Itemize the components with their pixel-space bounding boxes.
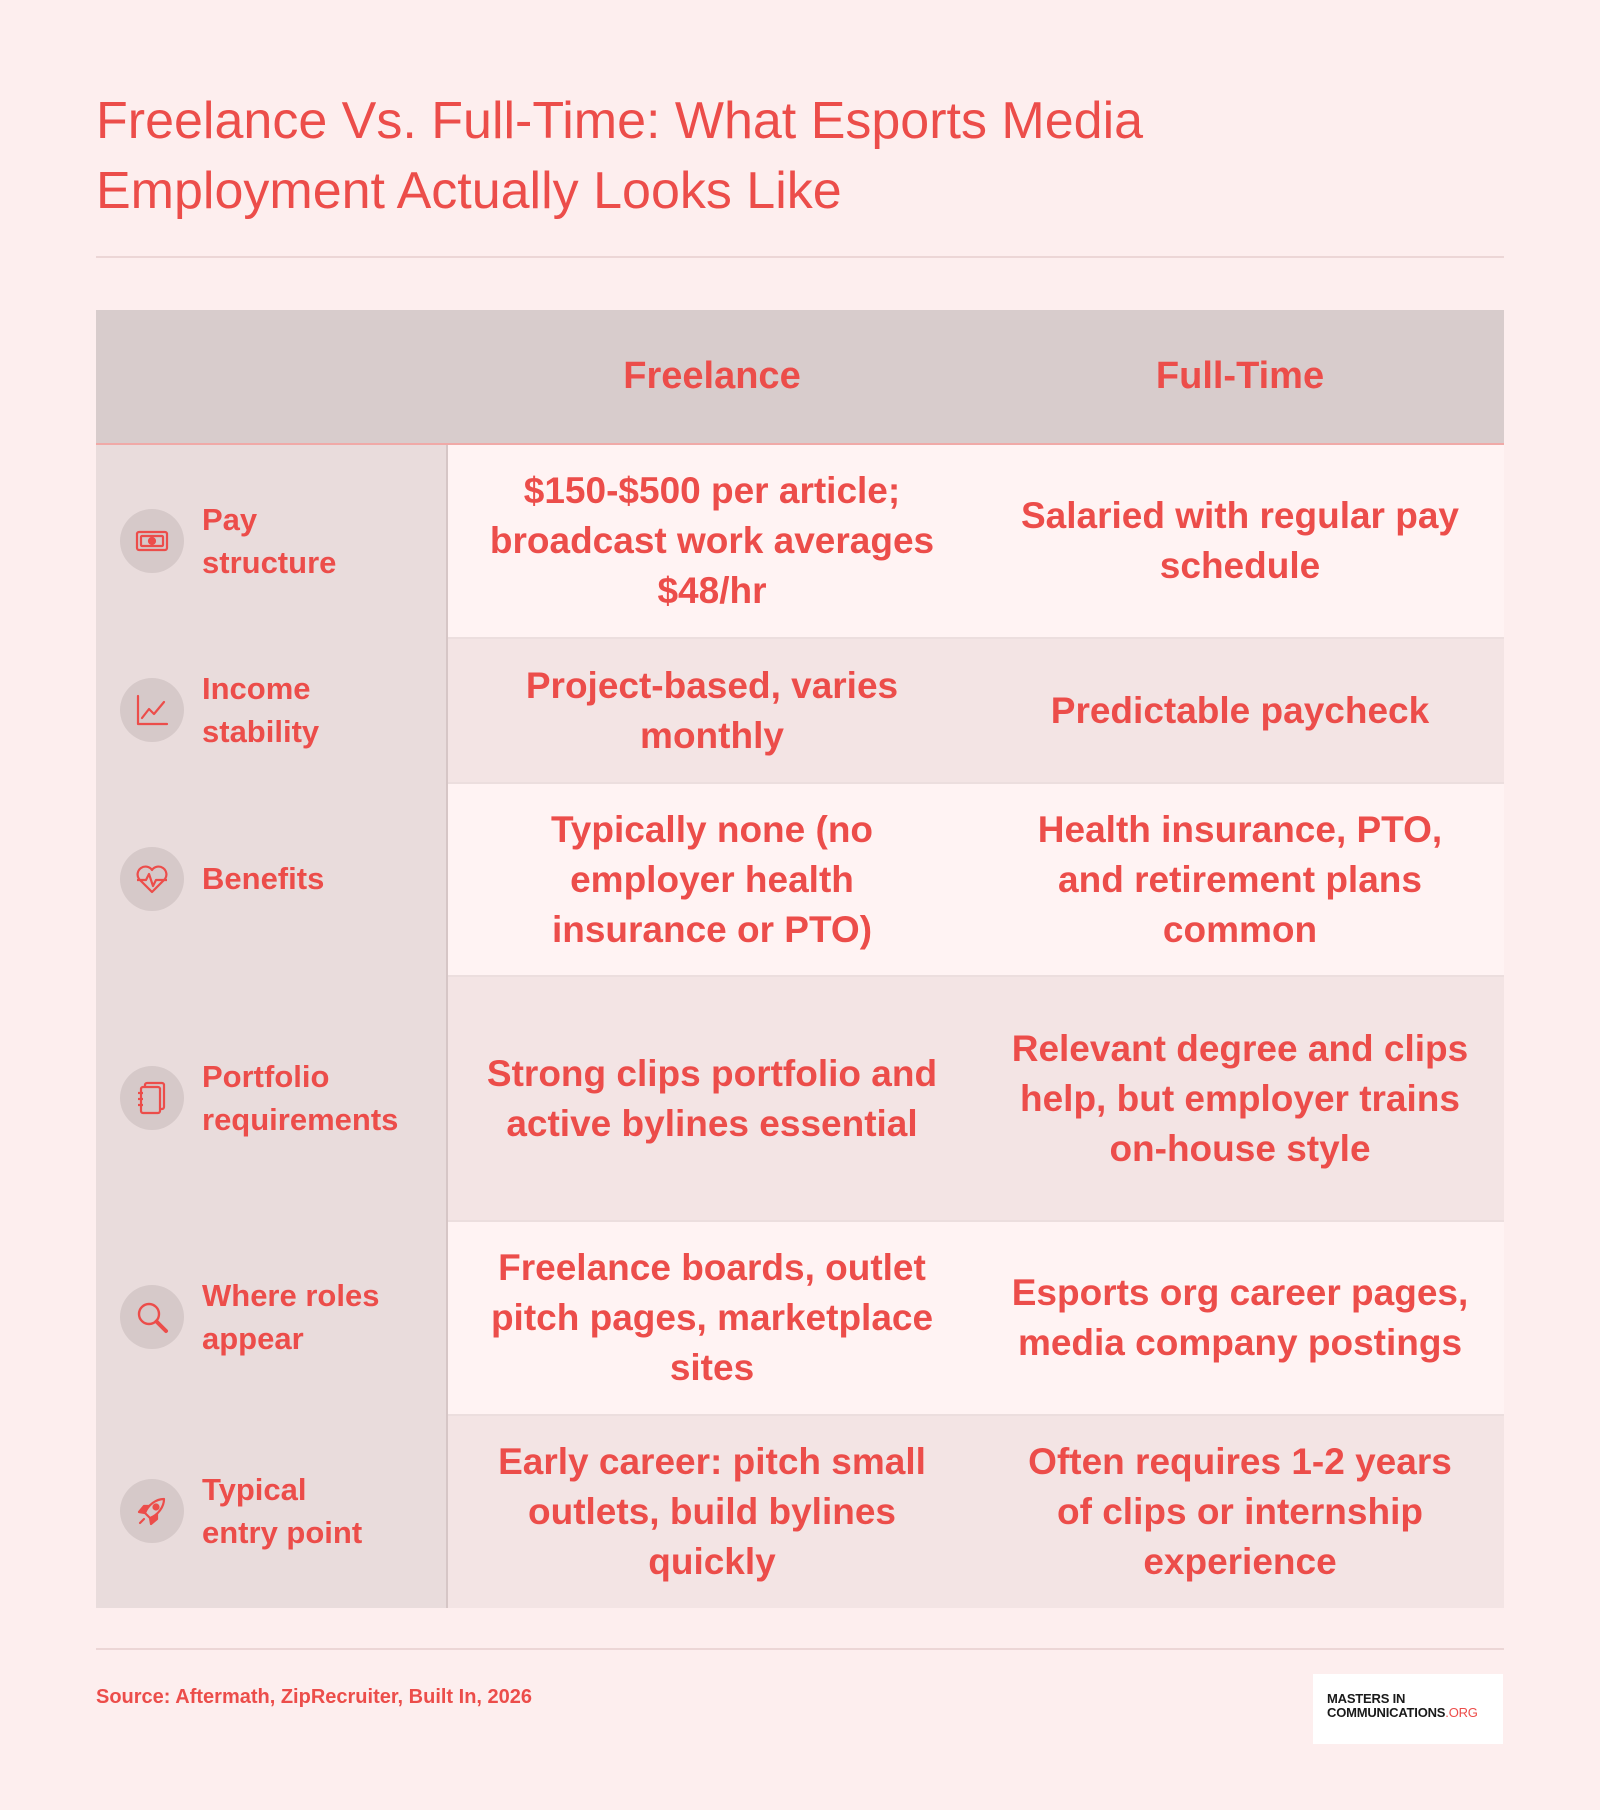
title-line-2: Employment Actually Looks Like <box>96 162 842 220</box>
trend-chart-icon <box>120 678 184 742</box>
logo-line-1: MASTERS IN <box>1327 1691 1406 1706</box>
table-row-portfolio-requirements <box>96 975 1504 1220</box>
source-note: Source: Aftermath, ZipRecruiter, Built In, 2026 <box>96 1686 533 1708</box>
money-icon <box>120 509 184 573</box>
page-title <box>96 86 1496 226</box>
row-label: Portfolio requirements <box>202 1058 399 1137</box>
top-divider <box>96 256 1504 258</box>
row-label-cell <box>96 1220 448 1414</box>
freelance-cell: Early career: pitch small outlets, build bylines quickly <box>448 1414 976 1608</box>
fulltime-cell: Salaried with regular pay schedule <box>976 445 1504 637</box>
header-fulltime: Full-Time <box>1155 355 1325 397</box>
row-label-cell <box>96 637 448 782</box>
freelance-cell: Typically none (no employer health insurance or PTO) <box>448 782 976 975</box>
fulltime-cell: Health insurance, PTO, and retirement plans common <box>976 782 1504 975</box>
fulltime-cell: Relevant degree and clips help, but employer trains on-house style <box>976 975 1504 1220</box>
bottom-divider <box>96 1648 1504 1650</box>
row-label: Benefits <box>202 861 325 896</box>
freelance-cell: Freelance boards, outlet pitch pages, marketplace sites <box>448 1220 976 1414</box>
table-row-benefits <box>96 782 1504 975</box>
row-label-cell <box>96 1414 448 1608</box>
table-row-pay-structure <box>96 445 1504 637</box>
notebook-icon <box>120 1066 184 1130</box>
fulltime-cell: Esports org career pages, media company postings <box>976 1220 1504 1414</box>
row-label: Typical entry point <box>202 1472 363 1550</box>
header-freelance: Freelance <box>623 355 801 397</box>
row-label: Pay structure <box>202 502 337 580</box>
logo-line-2: COMMUNICATIONS.ORG <box>1327 1705 1478 1720</box>
table-row-typical-entry-point <box>96 1414 1504 1608</box>
row-label: Where roles appear <box>202 1278 380 1356</box>
table-row-where-roles-appear <box>96 1220 1504 1414</box>
search-icon <box>120 1285 184 1349</box>
row-label-cell <box>96 782 448 975</box>
heartbeat-icon <box>120 847 184 911</box>
brand-logo[interactable] <box>1313 1674 1503 1744</box>
row-label-cell <box>96 445 448 637</box>
table-header <box>96 310 1504 445</box>
comparison-table <box>96 310 1504 1608</box>
title-line-1: Freelance Vs. Full-Time: What Esports Media <box>96 92 1144 150</box>
fulltime-cell: Predictable paycheck <box>976 637 1504 782</box>
freelance-cell: Project-based, varies monthly <box>448 637 976 782</box>
row-label: Income stability <box>202 670 320 749</box>
fulltime-cell: Often requires 1-2 years of clips or internship experience <box>976 1414 1504 1608</box>
rocket-icon <box>120 1479 184 1543</box>
row-label-cell <box>96 975 448 1220</box>
header-blank <box>96 310 448 443</box>
freelance-cell: Strong clips portfolio and active bylines essential <box>448 975 976 1220</box>
table-row-income-stability <box>96 637 1504 782</box>
freelance-cell: $150-$500 per article; broadcast work averages $48/hr <box>448 445 976 637</box>
